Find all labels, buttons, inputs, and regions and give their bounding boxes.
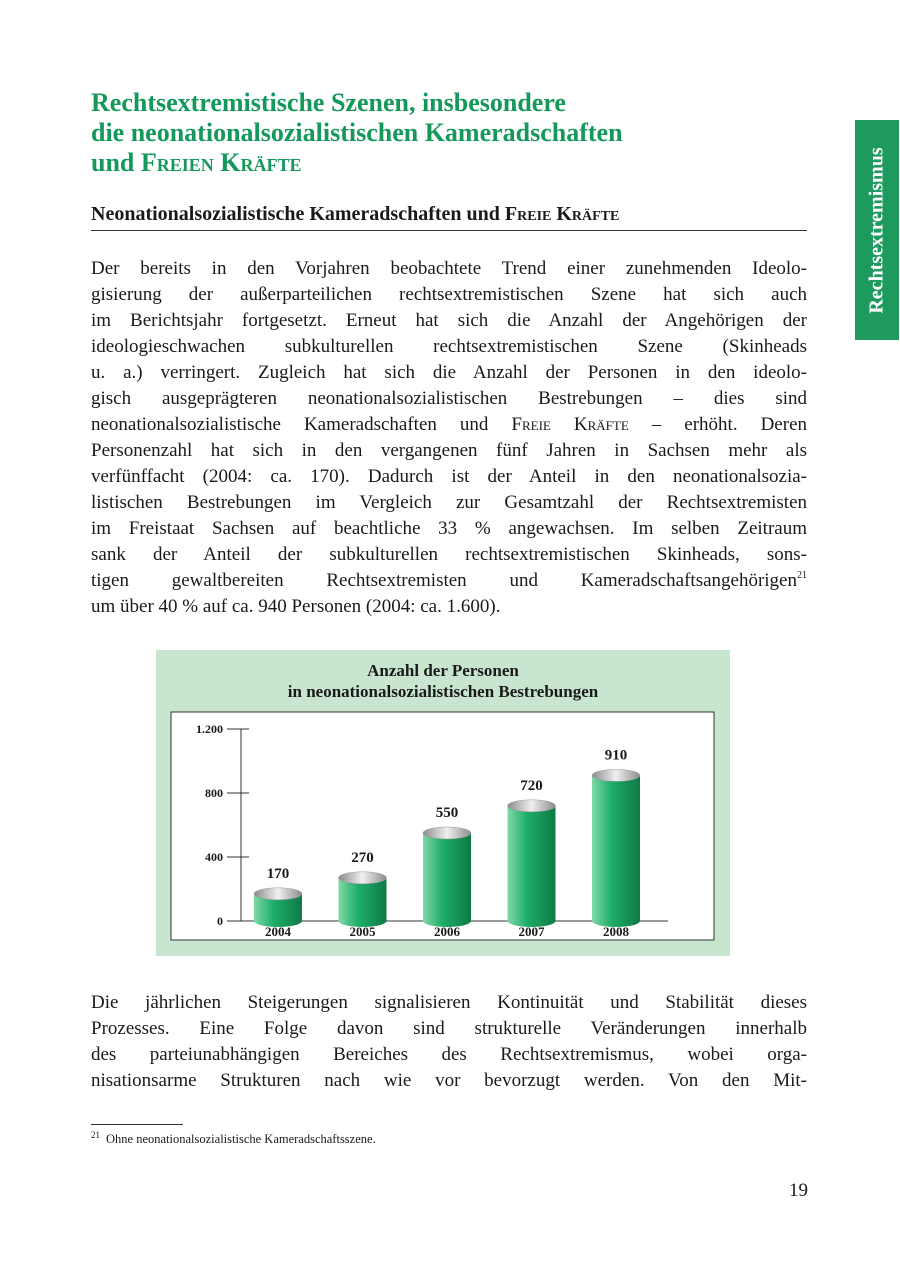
text-line	[91, 412, 807, 438]
text-line	[91, 568, 807, 594]
footnote-text: Ohne neonationalsozialistische Kameradschaftsszene.	[106, 1132, 376, 1146]
title-line-2: die neonationalsozialistischen Kameradschaften	[91, 118, 623, 147]
footnote-reference: 21	[797, 570, 807, 581]
section-heading-text: Neonationalsozialistische Kameradschaften und	[91, 203, 505, 225]
text-fragment: tigen gewaltbereiten Rechtsextremisten und Kameradschaftsangehörigen	[91, 570, 797, 591]
text-line: nisationsarme Strukturen nach wie vor bevorzugt werden. Von den Mit-	[91, 1070, 807, 1091]
text-line: im Berichtsjahr fortgesetzt. Erneut hat sich die Anzahl der Angehörigen der	[91, 310, 807, 331]
chart-title-line-1: Anzahl der Personen	[367, 661, 519, 680]
x-tick-label: 2005	[349, 924, 376, 939]
bar	[592, 775, 640, 927]
text-line: u. a.) verringert. Zugleich hat sich die Anzahl der Personen in den ideolo-	[91, 362, 807, 383]
bar	[508, 806, 556, 927]
text-line: listischen Bestrebungen im Vergleich zur Gesamtzahl der Rechtsextremisten	[91, 492, 807, 513]
x-tick-label: 2008	[603, 924, 629, 939]
bar	[423, 833, 471, 927]
title-small-caps: Freien Kräfte	[140, 148, 302, 177]
y-tick-label: 400	[205, 850, 223, 864]
page-title	[91, 88, 811, 178]
x-tick-label: 2006	[434, 924, 460, 939]
y-tick-label: 1.200	[196, 722, 223, 736]
x-tick-label: 2004	[265, 924, 291, 939]
bar	[339, 878, 387, 927]
bar-value-label: 550	[435, 805, 459, 821]
text-line: ideologieschwachen subkulturellen rechtsextremistischen Szene (Skinheads	[91, 336, 807, 357]
text-line: gisch ausgeprägteren neonationalsozialistischen Bestrebungen – dies sind	[91, 388, 807, 409]
body-paragraph-1	[91, 256, 807, 620]
page-number: 19	[789, 1180, 808, 1201]
chart-canvas	[156, 650, 730, 956]
side-tab-label: Rechtsextremismus	[865, 146, 888, 314]
text-small-caps: Freie Kräfte	[511, 414, 629, 435]
bar-cap	[254, 888, 302, 900]
footnote-number: 21	[91, 1130, 100, 1140]
bar-cap	[592, 769, 640, 781]
bar-value-label: 720	[520, 777, 543, 794]
bar-value-label: 910	[604, 747, 628, 764]
text-fragment: – erhöht. Deren	[628, 414, 807, 435]
text-line: Der bereits in den Vorjahren beobachtete Trend einer zunehmenden Ideolo-	[91, 258, 807, 279]
text-line: sank der Anteil der subkulturellen rechtsextremistischen Skinheads, sons-	[91, 544, 807, 565]
bar-chart	[156, 650, 730, 956]
section-side-tab	[855, 120, 899, 340]
title-line-3	[91, 148, 811, 178]
text-line: Die jährlichen Steigerungen signalisieren Kontinuität und Stabilität dieses	[91, 992, 807, 1013]
bar-value-label: 170	[266, 865, 290, 882]
bar-cap	[423, 827, 471, 839]
footnote	[91, 1131, 376, 1147]
bar-value-label: 270	[351, 849, 374, 866]
title-line-3-prefix: und	[91, 148, 141, 177]
bar-cap	[339, 872, 387, 884]
text-line: im Freistaat Sachsen auf beachtliche 33 % angewachsen. Im selben Zeitraum	[91, 518, 807, 539]
footnote-divider	[91, 1124, 183, 1125]
y-tick-label: 0	[217, 914, 223, 928]
text-line: des parteiunabhängigen Bereiches des Rechtsextremismus, wobei orga-	[91, 1044, 807, 1065]
bar-cap	[508, 800, 556, 812]
text-line: gisierung der außerparteilichen rechtsextremistischen Szene hat sich auch	[91, 284, 807, 305]
text-line: verfünffacht (2004: ca. 170). Dadurch ist der Anteil in den neonationalsozia-	[91, 466, 807, 487]
y-tick-label: 800	[205, 786, 223, 800]
chart-title-line-2: in neonationalsozialistischen Bestrebungen	[287, 682, 599, 701]
section-heading-small-caps: Freie Kräfte	[504, 203, 620, 225]
title-line-1: Rechtsextremistische Szenen, insbesondere	[91, 88, 566, 117]
x-tick-label: 2007	[518, 924, 545, 939]
section-heading	[91, 200, 807, 231]
text-line: Personenzahl hat sich in den vergangenen fünf Jahren in Sachsen mehr als	[91, 440, 807, 461]
text-line: Prozesses. Eine Folge davon sind strukturelle Veränderungen innerhalb	[91, 1018, 807, 1039]
text-line: um über 40 % auf ca. 940 Personen (2004: ca. 1.600).	[91, 596, 501, 617]
text-fragment: neonationalsozialistische Kameradschaften und	[91, 414, 512, 435]
body-paragraph-2	[91, 990, 807, 1094]
